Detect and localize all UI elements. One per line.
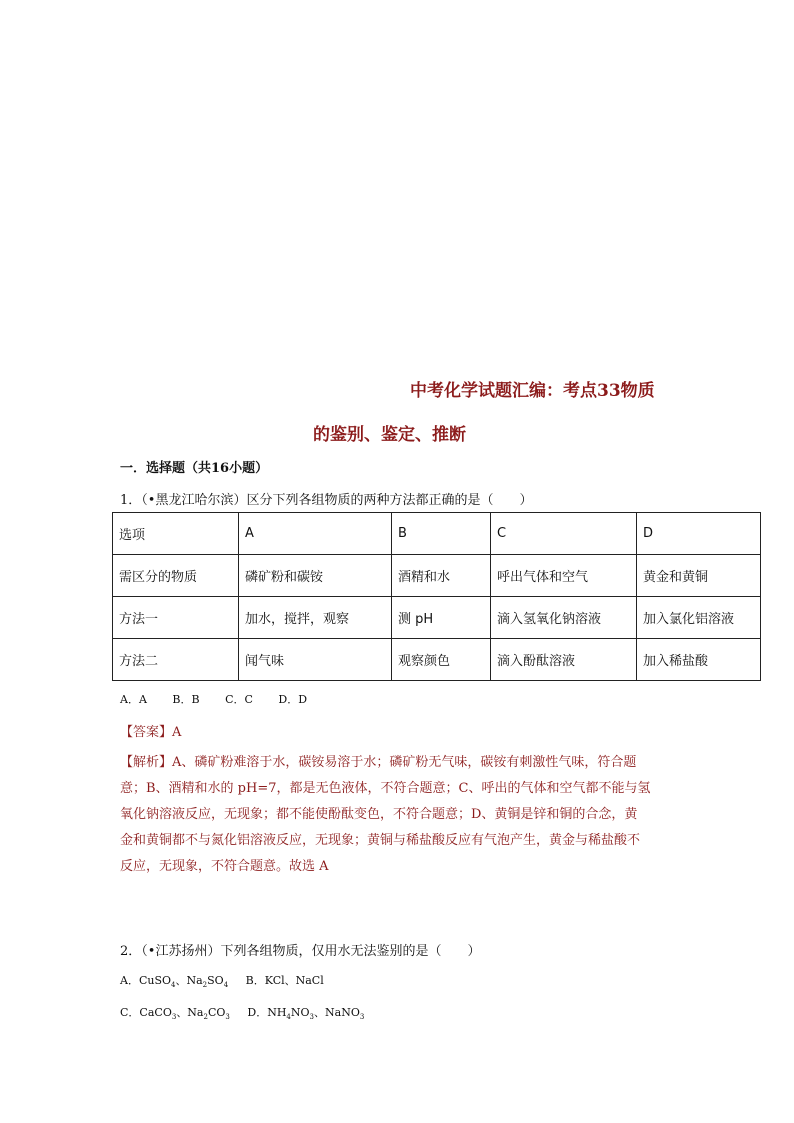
question1-choices [120, 691, 329, 707]
choice-label: A． [120, 974, 139, 987]
choice-c [120, 1006, 230, 1022]
analysis-line: 反应，无现象，不符合题意。故选 A [120, 859, 329, 874]
table-cell: 磷矿粉和碳铵 [239, 555, 392, 597]
formula-part: SO [207, 974, 224, 987]
formula-part: CaCO [139, 1006, 172, 1019]
formula-subscript: 2 [202, 981, 208, 990]
formula-subscript: 4 [171, 981, 176, 990]
question1-stem: 1．（•黑龙江哈尔滨）区分下列各组物质的两种方法都正确的是（ ） [120, 493, 533, 508]
table-cell: 酒精和水 [392, 555, 491, 597]
formula-subscript: 4 [223, 981, 229, 990]
formula-part: 、Na [176, 1006, 204, 1019]
document-title-line2: 的鉴别、鉴定、推断 [313, 425, 466, 445]
formula-subscript: 2 [203, 1013, 208, 1022]
choice-b: B．B [172, 693, 200, 706]
analysis-line: 氧化钠溶液反应，无现象；都不能使酚酞变色，不符合题意；D、黄铜是锌和铜的合念，黄 [120, 807, 638, 822]
table-cell: 闻气味 [239, 639, 392, 681]
table-cell: 需区分的物质 [113, 555, 239, 597]
choice-d: D．D [278, 693, 308, 706]
formula-part: 、Na [175, 974, 203, 987]
question1-analysis [120, 750, 680, 880]
table-cell: 测 pH [392, 597, 491, 639]
table-cell: A [239, 513, 392, 555]
document-title-line1: 中考化学试题汇编：考点33物质 [410, 381, 655, 401]
formula-subscript: 4 [286, 1013, 291, 1022]
question2-choices-row2 [120, 1004, 378, 1021]
table-cell: 观察颜色 [392, 639, 491, 681]
formula-subscript: 3 [309, 1013, 315, 1022]
analysis-line: 金和黄铜都不与氮化铝溶液反应，无现象；黄铜与稀盐酸反应有气泡产生，黄金与稀盐酸不 [120, 833, 641, 848]
analysis-line: 【解析】A、磷矿粉难溶于水，碳铵易溶于水；磷矿粉无气味，碳铵有刺激性气味，符合题 [120, 755, 637, 770]
formula-part: 、NaNO [314, 1006, 360, 1019]
choice-a: A．A [120, 693, 147, 706]
table-cell: B [392, 513, 491, 555]
table-cell: D [637, 513, 761, 555]
choice-b [246, 974, 324, 987]
choice-label: B． [245, 974, 265, 987]
choice-a [120, 974, 229, 990]
formula-part: KCl、NaCl [264, 974, 324, 987]
table-cell: 呼出气体和空气 [491, 555, 637, 597]
analysis-line: 意；B、酒精和水的 pH=7，都是无色液体，不符合题意；C、呼出的气体和空气都不能与氢 [120, 781, 651, 796]
table-row [113, 597, 761, 639]
table-cell: 方法二 [113, 639, 239, 681]
table-row [113, 555, 761, 597]
formula-part: CuSO [138, 974, 172, 987]
formula-subscript: 3 [171, 1013, 177, 1022]
table-cell: 加入氯化铝溶液 [637, 597, 761, 639]
table-cell: 滴入酚酞溶液 [491, 639, 637, 681]
table-cell: 加入稀盐酸 [637, 639, 761, 681]
question2-stem: 2．（•江苏扬州）下列各组物质，仅用水无法鉴别的是（ ） [120, 944, 481, 959]
table-cell: C [491, 513, 637, 555]
table-row [113, 639, 761, 681]
question1-answer: 【答案】A [120, 725, 182, 740]
formula-subscript: 3 [359, 1013, 365, 1022]
question2-choices-row1 [120, 972, 338, 989]
table-cell: 方法一 [113, 597, 239, 639]
choice-label: C． [120, 1006, 140, 1019]
formula-part: NH [267, 1006, 287, 1019]
table-cell: 黄金和黄铜 [637, 555, 761, 597]
formula-part: NO [290, 1006, 310, 1019]
choice-label: D． [247, 1006, 268, 1019]
section-heading: 一．选择题（共16小题） [120, 461, 269, 476]
options-table [112, 512, 761, 681]
table-cell: 加水，搅拌，观察 [239, 597, 392, 639]
table-row [113, 513, 761, 555]
table-cell: 滴入氢氧化钠溶液 [491, 597, 637, 639]
formula-part: CO [207, 1006, 226, 1019]
formula-subscript: 3 [225, 1013, 230, 1022]
choice-d [247, 1006, 365, 1022]
table-cell: 选项 [113, 513, 239, 555]
choice-c: C．C [225, 693, 253, 706]
